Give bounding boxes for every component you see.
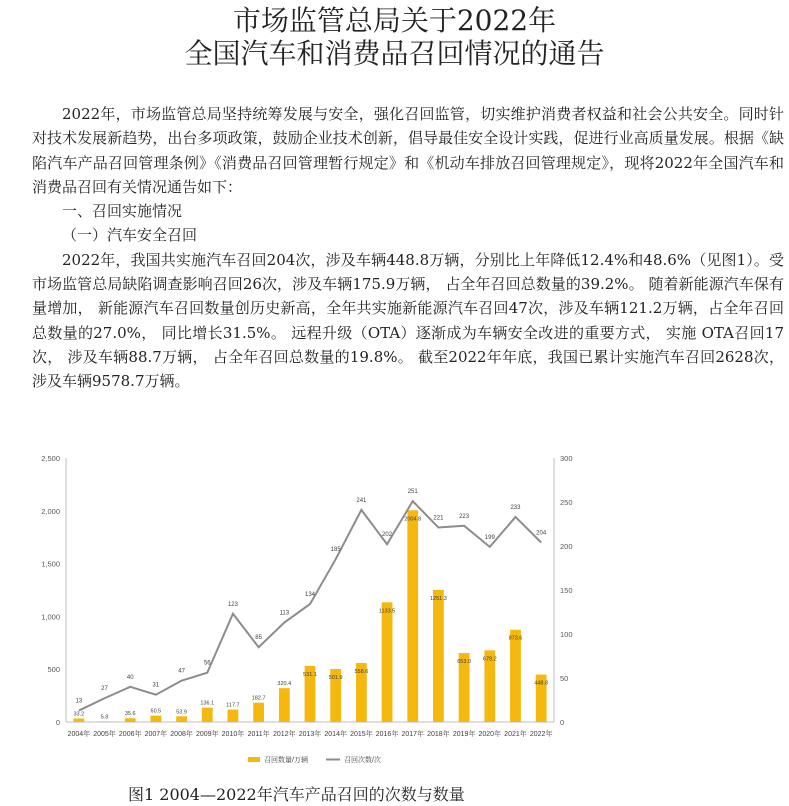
subsection-heading: （一）汽车安全召回 xyxy=(62,226,198,245)
bar-data-label: 531.1 xyxy=(303,671,317,678)
recall-chart xyxy=(26,452,586,772)
bar-data-label: 33.2 xyxy=(73,711,85,718)
line-data-label: 204 xyxy=(536,530,547,537)
bar-recall-volume xyxy=(228,710,239,722)
line-data-label: 40 xyxy=(126,674,134,681)
bar-recall-volume xyxy=(202,708,213,722)
right-y-tick-label: 100 xyxy=(560,630,573,639)
bar-recall-volume xyxy=(253,703,264,722)
line-data-label: 221 xyxy=(433,515,444,522)
paragraph-vehicle-recall: 2022年，我国共实施汽车召回204次，涉及车辆448.8万辆，分别比上年降低12.4%和48.6%（见图1）。受市场监管总局缺陷调查影响召回26次，涉及车辆175.9万辆， 占全年召回总数量的39.2%。 随着新能源汽车保有量增加， 新能源汽车召回数量创历史新高，全年共实施新能源汽车召回47次，涉及车辆121.2万辆，占全年召回总数量的27.0%， 同比增长31.5%。 远程升级（OTA）逐渐成为车辆安全改进的重要方式， 实施 OTA召回17次， 涉及车辆88.7万辆， 占全年召回总数量的19.8%。 截至2022年年底，我国已累计实施汽车召回2628次， 涉及车辆9578.7万辆。 xyxy=(32,250,784,391)
line-data-label: 223 xyxy=(459,513,470,520)
left-y-tick-label: 1,000 xyxy=(41,612,60,622)
line-data-label: 241 xyxy=(356,497,367,504)
bar-data-label: 136.1 xyxy=(200,700,215,707)
x-tick-label: 2010年 xyxy=(221,731,245,738)
bar-data-label: 1133.5 xyxy=(378,608,396,615)
bar-data-label: 2004.8 xyxy=(404,516,422,523)
bar-recall-volume xyxy=(125,718,136,722)
line-data-label: 113 xyxy=(279,610,290,617)
bar-recall-volume xyxy=(176,716,187,722)
line-data-label: 56 xyxy=(203,660,211,667)
left-y-tick-label: 500 xyxy=(47,665,60,675)
line-data-label: 123 xyxy=(227,601,238,608)
bar-recall-volume xyxy=(73,718,84,722)
x-tick-label: 2005年 xyxy=(93,731,116,738)
bar-data-label: 117.7 xyxy=(226,702,240,709)
line-data-label: 199 xyxy=(484,534,495,541)
bar-recall-volume xyxy=(510,630,521,722)
x-tick-label: 2004年 xyxy=(67,731,91,738)
right-y-tick-label: 50 xyxy=(560,674,569,683)
recall-chart-svg xyxy=(26,452,586,772)
title-line-1: 市场监管总局关于2022年 xyxy=(232,4,557,37)
section-heading: 一、召回实施情况 xyxy=(62,202,183,221)
bar-data-label: 558.6 xyxy=(354,669,369,676)
x-tick-label: 2022年 xyxy=(529,731,553,738)
x-tick-label: 2016年 xyxy=(375,731,399,738)
bar-data-label: 1251.3 xyxy=(430,595,447,602)
line-data-label: 202 xyxy=(382,532,393,539)
x-tick-label: 2013年 xyxy=(298,731,322,738)
bar-data-label: 60.5 xyxy=(150,708,162,715)
line-data-label: 85 xyxy=(255,635,262,642)
bar-data-label: 678.2 xyxy=(482,656,497,663)
bar-recall-volume xyxy=(99,721,110,722)
x-tick-label: 2014年 xyxy=(324,731,347,738)
x-tick-label: 2011年 xyxy=(247,731,270,738)
bar-data-label: 873.6 xyxy=(508,635,523,642)
right-y-tick-label: 200 xyxy=(560,542,573,551)
line-data-label: 185 xyxy=(330,547,341,554)
line-data-label: 13 xyxy=(75,698,83,705)
document-body xyxy=(32,102,784,394)
document-title xyxy=(0,4,789,70)
left-y-tick-label: 0 xyxy=(55,718,60,727)
x-tick-label: 2020年 xyxy=(478,731,502,738)
right-y-tick-label: 300 xyxy=(560,454,573,463)
title-line-2: 全国汽车和消费品召回情况的通告 xyxy=(184,37,605,70)
bar-data-label: 501.9 xyxy=(328,674,343,681)
legend-bar-swatch xyxy=(248,757,260,762)
x-tick-label: 2012年 xyxy=(273,731,296,738)
x-tick-label: 2008年 xyxy=(170,731,193,738)
line-data-label: 47 xyxy=(178,668,185,675)
bar-recall-volume xyxy=(279,688,290,722)
right-y-tick-label: 250 xyxy=(560,498,573,507)
bar-data-label: 320.4 xyxy=(277,681,292,688)
x-tick-label: 2018年 xyxy=(427,731,450,738)
right-y-tick-label: 150 xyxy=(560,586,573,595)
right-y-tick-label: 0 xyxy=(560,718,565,727)
bar-data-label: 182.7 xyxy=(251,695,266,702)
bar-recall-volume xyxy=(407,510,418,722)
line-data-label: 31 xyxy=(152,682,160,689)
legend-bar-label: 召回数量/万辆 xyxy=(264,757,308,764)
line-data-label: 233 xyxy=(510,504,521,511)
line-data-label: 134 xyxy=(304,592,316,599)
bar-data-label: 35.6 xyxy=(124,711,136,718)
line-data-label: 251 xyxy=(407,489,418,496)
x-tick-label: 2009年 xyxy=(195,731,219,738)
bar-data-label: 53.9 xyxy=(176,709,187,716)
left-y-tick-label: 2,500 xyxy=(41,454,60,463)
bar-data-label: 5.8 xyxy=(100,714,109,721)
line-data-label: 27 xyxy=(101,686,108,693)
left-y-tick-label: 2,000 xyxy=(41,506,60,516)
legend-line-label: 召回次数/次 xyxy=(344,757,381,764)
x-tick-label: 2015年 xyxy=(350,731,373,738)
bar-data-label: 653.0 xyxy=(457,659,471,666)
x-tick-label: 2017年 xyxy=(401,731,425,738)
bar-recall-volume xyxy=(433,590,444,722)
x-tick-label: 2019年 xyxy=(452,731,476,738)
paragraph-intro: 2022年，市场监管总局坚持统筹发展与安全，强化召回监管，切实维护消费者权益和社会公共安全。同时针对技术发展新趋势，出台多项政策，鼓励企业技术创新，倡导最佳安全设计实践，促进行业高质量发展。根据《缺陷汽车产品召回管理条例》《消费品召回管理暂行规定》和《机动车排放召回管理规定》，现将2022年全国汽车和消费品召回有关情况通告如下： xyxy=(32,105,784,196)
bar-data-label: 448.8 xyxy=(534,680,549,687)
figure-caption: 图1 2004—2022年汽车产品召回的次数与数量 xyxy=(128,785,465,804)
x-tick-label: 2007年 xyxy=(144,731,168,738)
bar-recall-volume xyxy=(151,716,162,722)
x-tick-label: 2006年 xyxy=(118,731,142,738)
bar-recall-volume xyxy=(382,602,393,722)
x-tick-label: 2021年 xyxy=(504,731,527,738)
left-y-tick-label: 1,500 xyxy=(41,559,60,569)
